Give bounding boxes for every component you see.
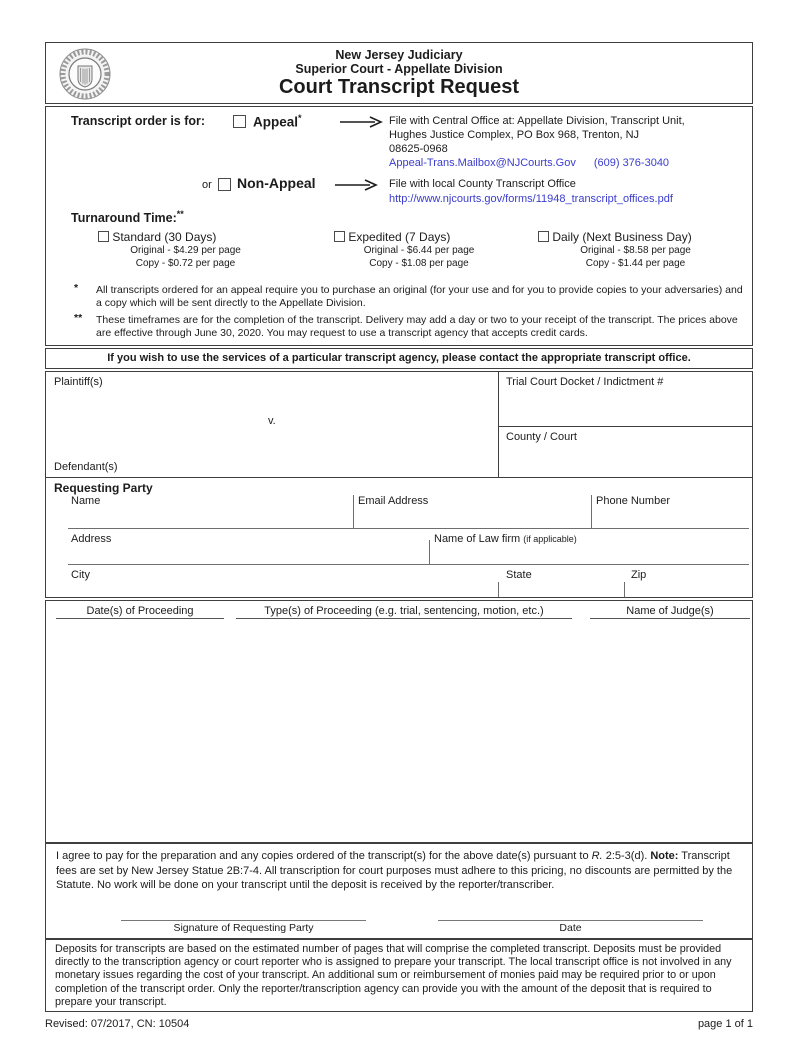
daily-copy-price: Copy - $1.44 per page (585, 258, 686, 269)
appeal-arrow-icon (339, 115, 383, 133)
turnaround-option-standard (98, 230, 273, 270)
non-appeal-info-line1: File with local County Transcript Office (389, 178, 576, 190)
non-appeal-arrow-icon (334, 178, 378, 196)
agreement-text: I agree to pay for the preparation and any copies ordered of the transcript(s) for the above date(s) pursuant to R. 2:5-3(d). Note: Transcript fees are set by New Jersey Statue 2B:7-4. All transcription for court purposes must adhere to this pricing, no discounts are permitted by the Statute. No work will be done on your transcript until the deposit is received by the reporter/transcriber. (56, 850, 733, 891)
order-turnaround-section (45, 106, 753, 346)
requesting-party-title: Requesting Party (54, 481, 153, 495)
proceedings-section[interactable] (45, 600, 753, 843)
lawfirm-label: Name of Law firm (if applicable) (434, 533, 577, 545)
appeal-checkbox[interactable] (233, 115, 246, 128)
standard-label: Standard (30 Days) (112, 230, 217, 244)
docket-label: Trial Court Docket / Indictment # (506, 376, 664, 388)
form-header (45, 42, 753, 104)
order-for-label: Transcript order is for: (71, 114, 206, 128)
signature-line[interactable] (121, 920, 366, 934)
revision-stamp: Revised: 07/2017, CN: 10504 (45, 1018, 190, 1030)
proceeding-type-column-header: Type(s) of Proceeding (e.g. trial, sentencing, motion, etc.) (236, 605, 572, 619)
turnaround-footnote-marker: ** (176, 209, 184, 219)
turnaround-option-daily (538, 230, 733, 270)
city-state-zip-input-row[interactable] (68, 566, 749, 597)
versus-label: v. (268, 415, 276, 427)
docket-number-cell[interactable] (498, 372, 752, 426)
non-appeal-label: Non-Appeal (237, 175, 316, 191)
page-title: Court Transcript Request (278, 76, 520, 98)
appeal-label: Appeal* (253, 113, 302, 130)
non-appeal-checkbox[interactable] (218, 178, 231, 191)
daily-checkbox[interactable] (538, 231, 549, 242)
county-court-cell[interactable] (498, 426, 752, 477)
footnote-appeal: * All transcripts ordered for an appeal require you to purchase an original (for your use and for you to provide copies to your adversaries) and a copy which will be sent directly to the Appellate Division. (74, 282, 743, 309)
turnaround-label: Turnaround Time:** (71, 209, 184, 226)
name-label: Name (71, 495, 101, 507)
appeal-info-line2: Hughes Justice Complex, PO Box 968, Trenton, NJ (389, 129, 640, 141)
turnaround-option-expedited (334, 230, 504, 270)
transcript-offices-url-link[interactable]: http://www.njcourts.gov/forms/11948_transcript_offices.pdf (389, 193, 673, 205)
standard-checkbox[interactable] (98, 231, 109, 242)
notice-text: If you wish to use the services of a particular transcript agency, please contact the appropriate transcript office. (107, 352, 691, 364)
standard-copy-price: Copy - $0.72 per page (135, 258, 236, 269)
judge-name-column-header: Name of Judge(s) (590, 605, 750, 619)
email-label: Email Address (358, 495, 429, 507)
non-appeal-filing-info (389, 177, 749, 207)
zip-label: Zip (631, 569, 647, 581)
header-line1: New Jersey Judiciary (335, 48, 463, 62)
appeal-info-line3: 08625-0968 (389, 143, 448, 155)
note-label: Note: (650, 850, 679, 862)
expedited-original-price: Original - $6.44 per page (363, 245, 475, 256)
standard-original-price: Original - $4.29 per page (130, 245, 241, 256)
footnote-timeframes: ** These timeframes are for the completion of the transcript. Delivery may add a day or two to your receipt of the transcript. The prices above are effective through June 30, 2020. You may request to use a transcript agency that accepts credit cards. (74, 312, 738, 339)
signature-date-line[interactable] (438, 920, 703, 934)
header-line2: Superior Court - Appellate Division (295, 62, 503, 76)
transcript-agency-notice (45, 348, 753, 369)
appeal-email-link[interactable]: Appeal-Trans.Mailbox@NJCourts.Gov (389, 157, 576, 169)
lawfirm-if-applicable: (if applicable) (523, 534, 577, 544)
appeal-info-line1: File with Central Office at: Appellate Division, Transcript Unit, (389, 115, 685, 127)
deposits-text: Deposits for transcripts are based on the estimated number of pages that will comprise the completed transcript. Deposits must be provided directly to the transcription agency or court reporter who is assigned to prepare your transcript. The local transcript office is not involved in any monetary issues regarding the cost of your transcript. An additional sum or reimbursement of monies paid may be required prior to or upon completion of the transcript order. Only the reporter/transcription agency can provide you with the amount of the deposit that is required to prepare your transcript. (55, 943, 732, 1008)
phone-label: Phone Number (596, 495, 670, 507)
expedited-copy-price: Copy - $1.08 per page (369, 258, 469, 269)
appeal-footnote-marker: * (298, 113, 302, 123)
case-caption-cell[interactable] (46, 372, 498, 477)
signature-date-label: Date (559, 922, 582, 934)
state-label: State (506, 569, 532, 581)
proceeding-date-column-header: Date(s) of Proceeding (56, 605, 224, 619)
city-label: City (71, 569, 90, 581)
case-information-table (45, 371, 753, 478)
or-label: or (202, 179, 212, 191)
footnote1-marker: * (74, 282, 79, 294)
appeal-filing-info (389, 114, 739, 170)
requesting-party-section (45, 477, 753, 598)
payment-agreement-section (45, 843, 753, 939)
rule-reference: R. (591, 850, 603, 862)
defendant-label: Defendant(s) (54, 461, 118, 473)
expedited-checkbox[interactable] (334, 231, 345, 242)
deposits-section (45, 939, 753, 1012)
daily-label: Daily (Next Business Day) (552, 230, 692, 244)
signature-label: Signature of Requesting Party (173, 922, 314, 934)
plaintiff-label: Plaintiff(s) (54, 376, 103, 388)
address-lawfirm-input-row[interactable] (68, 530, 749, 564)
name-email-phone-input-row[interactable] (68, 495, 749, 528)
expedited-label: Expedited (7 Days) (348, 230, 451, 244)
county-court-label: County / Court (506, 431, 577, 443)
address-label: Address (71, 533, 112, 545)
appeal-phone[interactable]: (609) 376-3040 (593, 157, 670, 169)
daily-original-price: Original - $8.58 per page (580, 245, 691, 256)
footnote2-marker: ** (74, 312, 83, 324)
page-number: page 1 of 1 (697, 1018, 753, 1030)
